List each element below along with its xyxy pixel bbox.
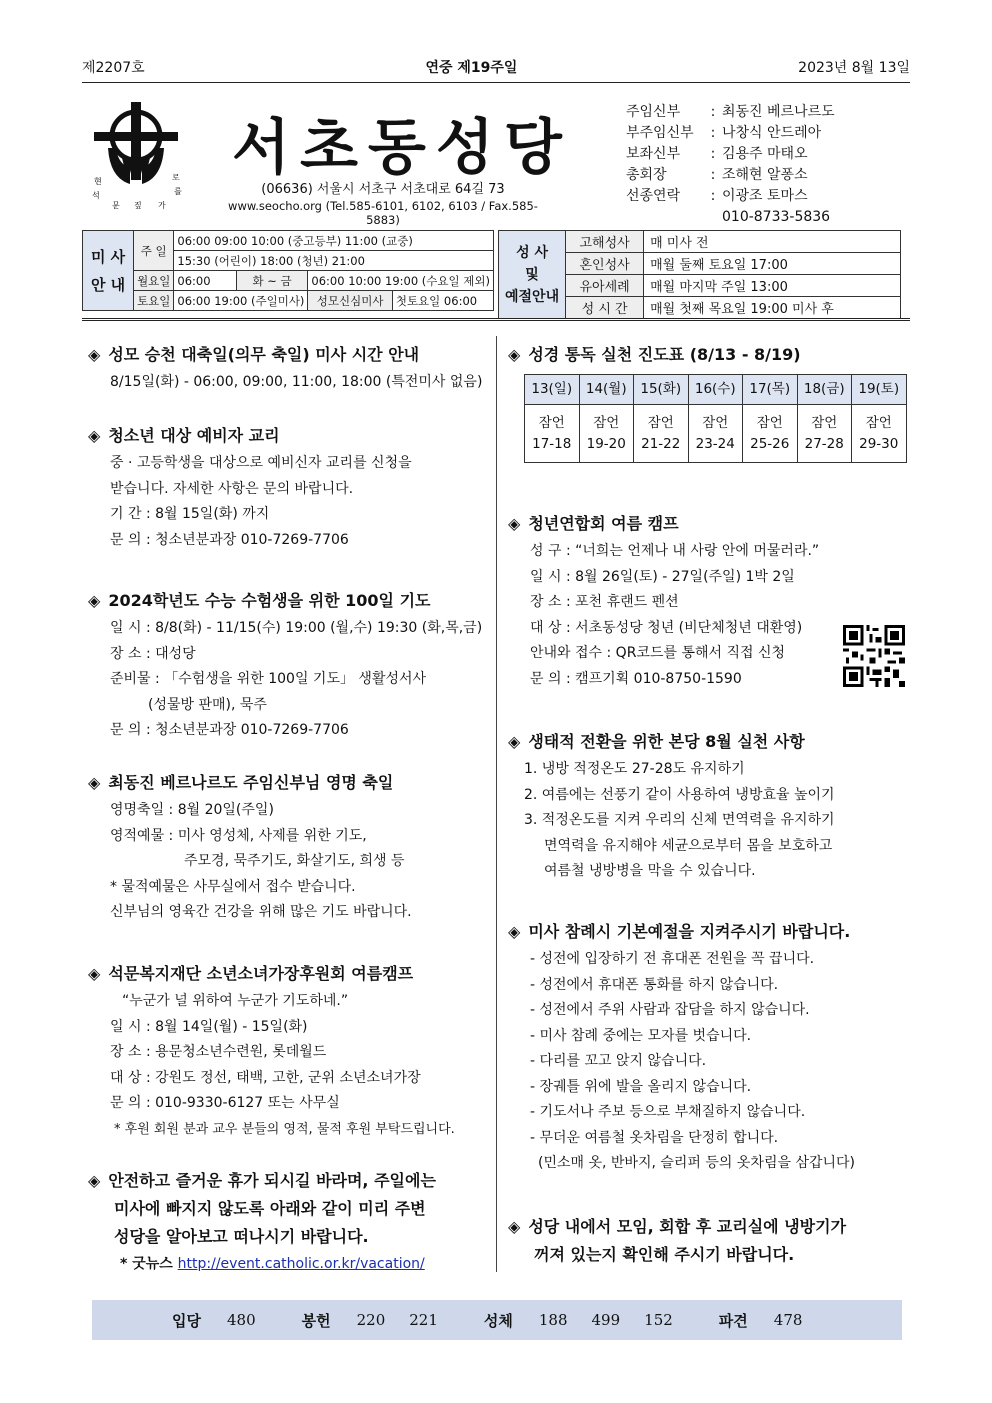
issue-date: 2023년 8월 13일 bbox=[798, 60, 910, 76]
clergy-row: 총회장 : 조해현 알퐁소 bbox=[626, 167, 808, 183]
notice-title: ◈ 청년연합회 여름 캠프 bbox=[508, 514, 679, 533]
notice-line: “누군가 널 위하여 누군가 기도하네.” bbox=[122, 993, 349, 1009]
reading-cell: 잠언 25-26 bbox=[743, 405, 798, 463]
notice-feastday bbox=[88, 770, 412, 926]
saturday-time: 06:00 19:00 (주일미사) bbox=[174, 291, 308, 311]
notice-vacation bbox=[88, 1168, 436, 1278]
sunday-times-1: 06:00 09:00 10:00 (중고등부) 11:00 (교중) bbox=[174, 231, 494, 251]
reading-cell: 잠언 23-24 bbox=[688, 405, 743, 463]
clergy-list bbox=[626, 102, 835, 228]
mass-schedule-table bbox=[82, 230, 494, 311]
svg-text:를: 를 bbox=[174, 187, 182, 196]
notice-line: 대 상 : 서초동성당 청년 (비단체청년 대환영) bbox=[530, 619, 803, 636]
notice-line: 성 구 : “너희는 언제나 내 사랑 안에 머물러라.” bbox=[530, 543, 820, 559]
notice-line: 신부님의 영육간 건강을 위해 많은 기도 바랍니다. bbox=[110, 904, 412, 920]
list-item: - 성전에서 휴대폰 통화를 하지 않습니다. bbox=[530, 976, 779, 993]
issue-number: 제2207호 bbox=[82, 60, 145, 76]
stat-value: 480 bbox=[226, 1311, 256, 1329]
notice-line: 장 소 : 대성당 bbox=[110, 645, 196, 662]
notice-line: 대 상 : 강원도 정선, 태백, 고한, 군위 소년소녀가장 bbox=[110, 1069, 421, 1086]
reading-cell: 잠언 17-18 bbox=[525, 405, 580, 463]
diamond-icon: ◈ bbox=[88, 773, 101, 792]
clergy-row: 보좌신부 : 김용주 마태오 bbox=[626, 146, 808, 162]
notice-exam-prayer bbox=[88, 588, 482, 744]
notice-line: 문 의 : 청소년분과장 010-7269-7706 bbox=[110, 531, 349, 548]
sunday-times-2: 15:30 (어린이) 18:00 (청년) 21:00 bbox=[174, 251, 494, 271]
sacrament-label: 유아세례 bbox=[566, 275, 644, 297]
notice-assumption bbox=[88, 342, 482, 396]
notice-summer-camp bbox=[88, 961, 455, 1142]
stat-label: 파견 bbox=[718, 1311, 748, 1330]
notice-title: ◈ 미사 참례시 기본예절을 지켜주시기 바랍니다. bbox=[508, 922, 851, 941]
day-header: 15(화) bbox=[634, 375, 689, 405]
saturday-label: 토요일 bbox=[134, 291, 174, 311]
sacrament-value: 매월 마지막 주일 13:00 bbox=[644, 275, 901, 297]
stat-value: 220 bbox=[356, 1311, 386, 1329]
notice-line: 받습니다. 자세한 사항은 문의 바랍니다. bbox=[110, 480, 354, 497]
notice-line: 여름철 냉방병을 막을 수 있습니다. bbox=[544, 863, 756, 879]
diamond-icon: ◈ bbox=[88, 345, 101, 364]
header-rule bbox=[82, 82, 910, 83]
parish-name: 서초동성당 bbox=[232, 113, 572, 183]
first-saturday-label: 성모신심미사 bbox=[308, 291, 392, 311]
notice-line: 1. 냉방 적정온도 27-28도 유지하기 bbox=[524, 761, 745, 777]
day-header: 13(일) bbox=[525, 375, 580, 405]
notice-line: 8/15일(화) - 06:00, 09:00, 11:00, 18:00 (특전미사 없음) bbox=[110, 374, 483, 390]
svg-text:현: 현 bbox=[94, 177, 102, 186]
day-header: 17(목) bbox=[743, 375, 798, 405]
vacation-link[interactable]: http://event.catholic.or.kr/vacation/ bbox=[177, 1256, 425, 1272]
sacrament-value: 매월 둘째 토요일 17:00 bbox=[644, 253, 901, 275]
diamond-icon: ◈ bbox=[508, 922, 521, 941]
sacrament-value: 매월 첫째 목요일 19:00 미사 후 bbox=[644, 297, 901, 319]
diamond-icon: ◈ bbox=[88, 426, 101, 445]
stat-label: 입당 bbox=[172, 1311, 201, 1330]
notice-line: * 후원 회원 분과 교우 분들의 영적, 물적 후원 부탁드립니다. bbox=[114, 1121, 455, 1137]
notice-line: 영명축일 : 8월 20일(주일) bbox=[110, 802, 274, 818]
stat-value: 152 bbox=[644, 1311, 673, 1329]
notice-title-line: 성당을 알아보고 떠나시기 바랍니다. bbox=[114, 1227, 369, 1246]
reading-cell: 잠언 27-28 bbox=[797, 405, 852, 463]
list-item: (민소매 옷, 반바지, 슬리퍼 등의 옷차림을 삼갑니다) bbox=[538, 1155, 856, 1171]
cross-hands-icon bbox=[88, 98, 188, 213]
list-item: - 미사 참례 중에는 모자를 벗습니다. bbox=[530, 1027, 752, 1044]
notice-title: ◈ 석문복지재단 소년소녀가장후원회 여름캠프 bbox=[88, 964, 414, 983]
reading-cell: 잠언 29-30 bbox=[852, 405, 907, 463]
notice-line: 장 소 : 포천 휴랜드 펜션 bbox=[530, 594, 679, 610]
notice-line: 안내와 접수 : QR코드를 통해서 직접 신청 bbox=[530, 645, 786, 661]
svg-text:짚: 짚 bbox=[134, 201, 142, 210]
stat-value: 221 bbox=[409, 1311, 438, 1329]
notice-eco bbox=[508, 729, 835, 885]
mass-table-title: 미 사 안 내 bbox=[83, 231, 134, 311]
clergy-row: 주임신부 : 최동진 베르나르도 bbox=[626, 104, 835, 120]
masthead-strip bbox=[82, 56, 910, 78]
notice-title: ◈ 안전하고 즐거운 휴가 되시길 바라며, 주일에는 bbox=[88, 1171, 436, 1190]
svg-text:가: 가 bbox=[158, 201, 166, 210]
list-item: - 기도서나 주보 등으로 부채질하지 않습니다. bbox=[530, 1104, 806, 1120]
day-header: 14(월) bbox=[579, 375, 634, 405]
diamond-icon: ◈ bbox=[88, 1171, 101, 1190]
notice-line: 3. 적정온도를 지켜 우리의 신체 면역력을 유지하기 bbox=[524, 812, 835, 828]
notice-title: ◈ 생태적 전환을 위한 본당 8월 실천 사항 bbox=[508, 732, 805, 751]
stat-value: 499 bbox=[591, 1311, 621, 1329]
sacrament-value: 매 미사 전 bbox=[644, 231, 901, 253]
reading-cell: 잠언 19-20 bbox=[579, 405, 634, 463]
day-header: 16(수) bbox=[688, 375, 743, 405]
svg-text:석: 석 bbox=[92, 191, 100, 200]
notice-title-line: 미사에 빠지지 않도록 아래와 같이 미리 주변 bbox=[114, 1199, 426, 1218]
notice-catechism bbox=[88, 423, 412, 553]
list-item: - 무더운 여름철 옷차림을 단정히 합니다. bbox=[530, 1129, 779, 1146]
sacrament-label: 고해성사 bbox=[566, 231, 644, 253]
diamond-icon: ◈ bbox=[508, 1217, 521, 1236]
notice-title: ◈ 성경 통독 실천 진도표 (8/13 - 8/19) bbox=[508, 345, 801, 364]
goodnews-line bbox=[88, 1252, 436, 1278]
qr-code-icon bbox=[843, 625, 905, 687]
notice-line: 일 시 : 8월 26일(토) - 27일(주일) 1박 2일 bbox=[530, 568, 795, 585]
notice-line: 면역력을 유지해야 세균으로부터 몸을 보호하고 bbox=[544, 837, 833, 854]
parish-logo bbox=[88, 98, 188, 213]
notice-title: ◈ 성당 내에서 모임, 회합 후 교리실에 냉방기가 bbox=[508, 1217, 847, 1236]
first-saturday-time: 첫토요일 06:00 bbox=[392, 291, 493, 311]
notice-etiquette bbox=[508, 919, 855, 1177]
notice-title: ◈ 2024학년도 수능 수험생을 위한 100일 기도 bbox=[88, 591, 431, 610]
notice-line: * 물적예물은 사무실에서 접수 받습니다. bbox=[110, 878, 356, 895]
svg-text:로: 로 bbox=[172, 173, 180, 182]
notice-line: (성물방 판매), 묵주 bbox=[148, 696, 267, 713]
svg-text:문: 문 bbox=[112, 201, 120, 210]
sacrament-label: 성 시 간 bbox=[566, 297, 644, 319]
stat-label: 성체 bbox=[483, 1311, 513, 1330]
clergy-phone: 010-8733-5836 bbox=[722, 209, 831, 225]
notice-line: 문 의 : 010-9330-6127 또는 사무실 bbox=[110, 1095, 340, 1111]
diamond-icon: ◈ bbox=[88, 591, 101, 610]
bible-reading-plan bbox=[508, 342, 907, 463]
notice-title: ◈ 성모 승천 대축일(의무 축일) 미사 시간 안내 bbox=[88, 345, 420, 364]
section-divider bbox=[82, 318, 910, 321]
notice-youth-camp bbox=[508, 511, 819, 692]
notice-line: 기 간 : 8월 15일(화) 까지 bbox=[110, 506, 270, 522]
qr-code[interactable] bbox=[843, 625, 905, 691]
stat-label: 봉헌 bbox=[301, 1311, 331, 1330]
diamond-icon: ◈ bbox=[508, 514, 521, 533]
monday-time: 06:00 bbox=[174, 271, 236, 291]
list-item: - 성전에서 주위 사람과 잡담을 하지 않습니다. bbox=[530, 1002, 810, 1018]
notice-line: 문 의 : 청소년분과장 010-7269-7706 bbox=[110, 722, 349, 738]
goodnews-label: * 굿뉴스 bbox=[120, 1256, 173, 1272]
notice-title-line: 꺼져 있는지 확인해 주시기 바랍니다. bbox=[534, 1245, 795, 1264]
notice-aircon bbox=[508, 1214, 846, 1270]
day-header: 18(금) bbox=[797, 375, 852, 405]
notice-line: 일 시 : 8/8(화) - 11/15(수) 19:00 (월,수) 19:30 (화,목,금) bbox=[110, 620, 483, 636]
sacrament-label: 혼인성사 bbox=[566, 253, 644, 275]
sacraments-table bbox=[498, 230, 901, 319]
monday-label: 월요일 bbox=[134, 271, 174, 291]
clergy-row: 선종연락 : 이광조 토마스 bbox=[626, 188, 808, 204]
bible-schedule-table bbox=[524, 374, 907, 463]
notice-line: 일 시 : 8월 14일(월) - 15일(화) bbox=[110, 1018, 308, 1035]
notice-line: 준비물 : 「수험생을 위한 100일 기도」 생활성서사 bbox=[110, 671, 427, 687]
liturgical-week: 연중 제19주일 bbox=[425, 60, 518, 76]
notice-line: 문 의 : 캠프기획 010-8750-1590 bbox=[530, 670, 742, 687]
day-header: 19(토) bbox=[852, 375, 907, 405]
notice-line: 장 소 : 용문청소년수련원, 롯데월드 bbox=[110, 1044, 327, 1060]
list-item: - 다리를 꼬고 앉지 않습니다. bbox=[530, 1053, 707, 1069]
sunday-label: 주 일 bbox=[134, 231, 174, 271]
notice-line: 주모경, 묵주기도, 화살기도, 희생 등 bbox=[184, 853, 405, 869]
parish-address-block bbox=[218, 178, 548, 227]
reading-cell: 잠언 21-22 bbox=[634, 405, 689, 463]
diamond-icon: ◈ bbox=[88, 964, 101, 983]
tuefri-label: 화 ~ 금 bbox=[236, 271, 308, 291]
list-item: - 장궤틀 위에 발을 올리지 않습니다. bbox=[530, 1078, 752, 1095]
notice-line: 영적예물 : 미사 영성체, 사제를 위한 기도, bbox=[110, 827, 367, 844]
diamond-icon: ◈ bbox=[508, 345, 521, 364]
clergy-row: 부주임신부 : 나창식 안드레아 bbox=[626, 125, 822, 141]
column-divider bbox=[496, 336, 497, 1272]
sacraments-title: 성 사 및 예절안내 bbox=[499, 231, 566, 319]
parish-address: (06636) 서울시 서초구 서초대로 64길 73 bbox=[261, 182, 505, 197]
notice-line: 중 · 고등학생을 대상으로 예비신자 교리를 신청을 bbox=[110, 455, 412, 471]
stat-value: 478 bbox=[773, 1311, 803, 1329]
parish-contact: www.seocho.org (Tel.585-6101, 6102, 6103 / Fax.585-5883) bbox=[228, 199, 538, 227]
notice-line: 2. 여름에는 선풍기 같이 사용하여 냉방효율 높이기 bbox=[524, 786, 835, 803]
tuefri-time: 06:00 10:00 19:00 (수요일 제외) bbox=[308, 271, 494, 291]
attendance-stats-bar bbox=[92, 1300, 902, 1340]
diamond-icon: ◈ bbox=[508, 732, 521, 751]
notice-title: ◈ 최동진 베르나르도 주임신부님 영명 축일 bbox=[88, 773, 394, 792]
list-item: - 성전에 입장하기 전 휴대폰 전원을 꼭 끕니다. bbox=[530, 951, 815, 967]
notice-title: ◈ 청소년 대상 예비자 교리 bbox=[88, 426, 280, 445]
stat-value: 188 bbox=[538, 1311, 568, 1329]
